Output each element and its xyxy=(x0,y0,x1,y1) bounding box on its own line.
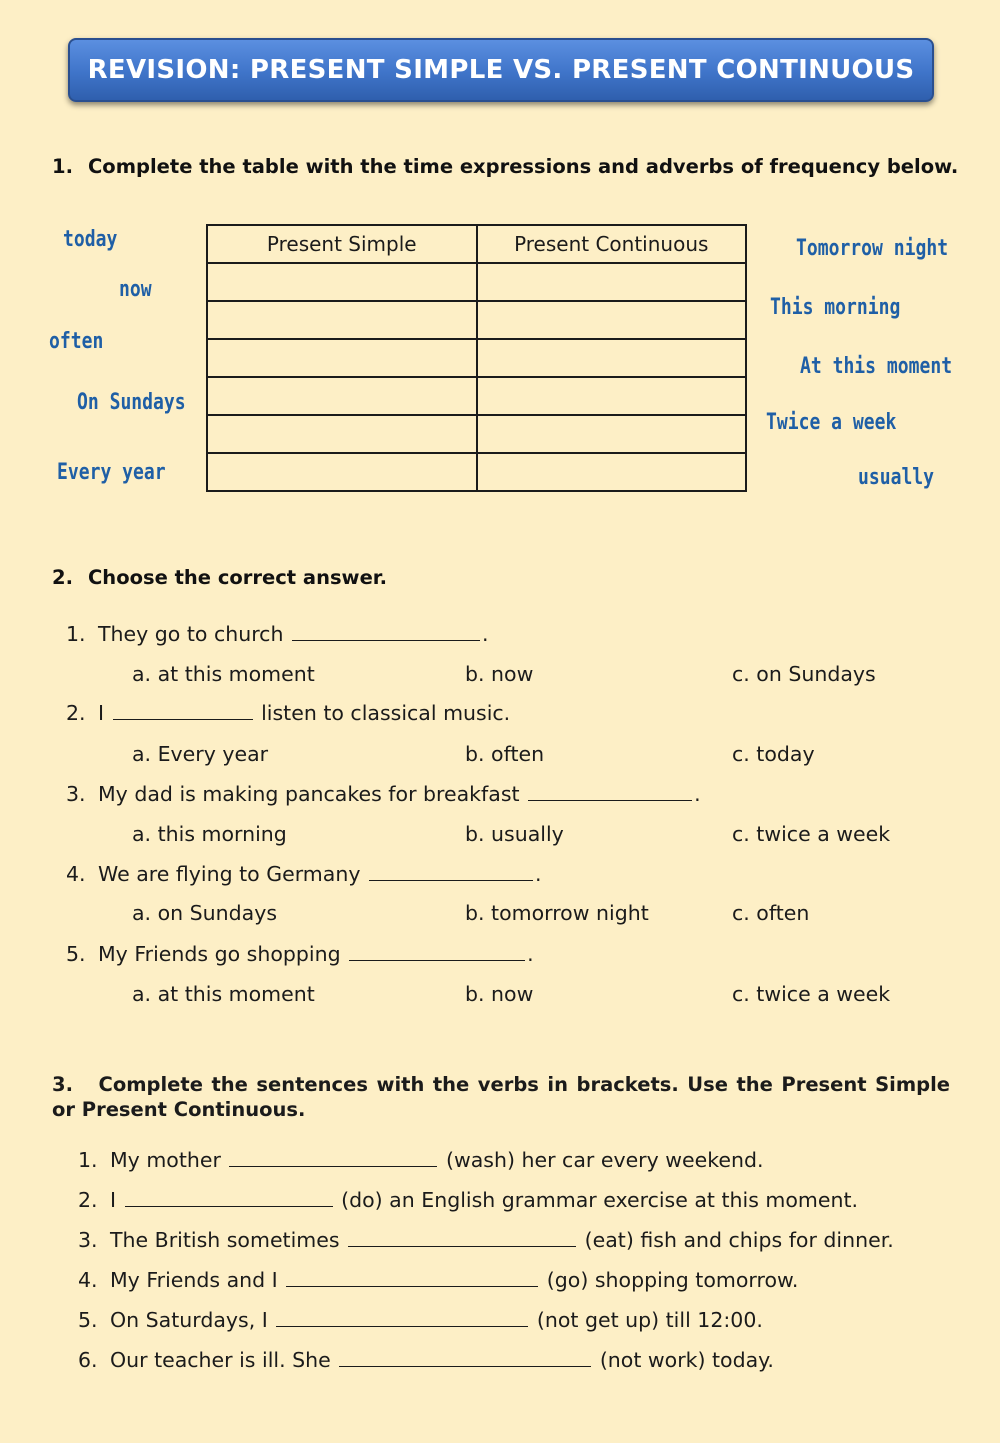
title-banner xyxy=(68,38,934,102)
option-c[interactable]: c. often xyxy=(732,901,810,925)
question-text: I xyxy=(98,701,105,725)
sentence-number: 6. xyxy=(78,1348,98,1372)
option-c[interactable]: c. on Sundays xyxy=(732,662,876,686)
option-b[interactable]: b. usually xyxy=(465,822,564,846)
question xyxy=(66,862,542,886)
answer-blank[interactable] xyxy=(286,1268,538,1287)
question xyxy=(66,942,534,966)
answer-cell[interactable] xyxy=(477,415,747,453)
sentence-text: My Friends and I xyxy=(110,1268,278,1292)
question xyxy=(66,622,489,646)
option-c[interactable]: c. today xyxy=(732,742,815,766)
sentence-text: On Saturdays, I xyxy=(110,1308,268,1332)
answer-blank[interactable] xyxy=(125,1188,333,1207)
sentence-text-end: (not get up) till 12:00. xyxy=(536,1308,763,1332)
classification-table xyxy=(206,224,747,492)
section2-heading xyxy=(52,566,387,589)
section3-heading-text: Complete the sentences with the verbs in brackets. Use the Present Simple or Present Continuous. xyxy=(52,1073,950,1121)
answer-cell[interactable] xyxy=(207,263,477,301)
answer-blank[interactable] xyxy=(339,1348,591,1367)
sentence-text: I xyxy=(110,1188,117,1212)
question-number: 2. xyxy=(66,701,86,725)
answer-cell[interactable] xyxy=(207,453,477,491)
sentence xyxy=(78,1348,774,1372)
answer-blank[interactable] xyxy=(292,622,480,641)
option-a[interactable]: a. this morning xyxy=(132,822,287,846)
sentence-text-end: (do) an English grammar exercise at this moment. xyxy=(341,1188,859,1212)
question-text-end: . xyxy=(694,782,701,806)
answer-blank[interactable] xyxy=(348,1228,576,1247)
sentence-number: 1. xyxy=(78,1148,98,1172)
word-bank-item: Tomorrow night xyxy=(796,236,949,261)
question-text: My dad is making pancakes for breakfast xyxy=(98,782,520,806)
word-bank-item: often xyxy=(49,329,104,354)
answer-blank[interactable] xyxy=(349,942,525,961)
sentence xyxy=(78,1308,763,1332)
option-a[interactable]: a. at this moment xyxy=(132,662,315,686)
table-header-present-simple: Present Simple xyxy=(207,225,477,263)
sentence xyxy=(78,1228,894,1252)
section3-number: 3. xyxy=(52,1073,73,1096)
answer-blank[interactable] xyxy=(229,1148,437,1167)
answer-cell[interactable] xyxy=(477,339,747,377)
question-number: 5. xyxy=(66,942,86,966)
answer-cell[interactable] xyxy=(207,377,477,415)
answer-blank[interactable] xyxy=(369,862,533,881)
sentence-text-end: (eat) fish and chips for dinner. xyxy=(584,1228,894,1252)
answer-blank[interactable] xyxy=(528,782,692,801)
sentence xyxy=(78,1188,858,1212)
question-number: 1. xyxy=(66,622,86,646)
word-bank-item: today xyxy=(63,227,118,252)
page-title: REVISION: PRESENT SIMPLE VS. PRESENT CONTINUOUS xyxy=(87,55,915,85)
answer-cell[interactable] xyxy=(477,377,747,415)
sentence-number: 2. xyxy=(78,1188,98,1212)
sentence-text-end: (not work) today. xyxy=(599,1348,774,1372)
section3-heading xyxy=(52,1072,950,1122)
option-b[interactable]: b. now xyxy=(465,982,534,1006)
section1-heading xyxy=(52,155,958,178)
section2-number: 2. xyxy=(52,566,73,589)
option-c[interactable]: c. twice a week xyxy=(732,982,891,1006)
section2-heading-text: Choose the correct answer. xyxy=(88,566,388,589)
word-bank-item: usually xyxy=(858,465,935,490)
word-bank-item: Every year xyxy=(57,460,166,485)
option-a[interactable]: a. on Sundays xyxy=(132,901,278,925)
sentence-number: 4. xyxy=(78,1268,98,1292)
section1-heading-text: Complete the table with the time expressions and adverbs of frequency below. xyxy=(88,155,959,178)
question-text: We are flying to Germany xyxy=(98,862,361,886)
question-text: They go to church xyxy=(98,622,284,646)
answer-blank[interactable] xyxy=(113,701,253,720)
question-text-end: . xyxy=(481,622,489,646)
sentence-text: The British sometimes xyxy=(110,1228,340,1252)
sentence-text-end: (go) shopping tomorrow. xyxy=(546,1268,799,1292)
word-bank-item: Twice a week xyxy=(766,410,897,435)
question-text: My Friends go shopping xyxy=(98,942,341,966)
option-c[interactable]: c. twice a week xyxy=(732,822,891,846)
answer-blank[interactable] xyxy=(276,1308,528,1327)
sentence-number: 3. xyxy=(78,1228,98,1252)
option-b[interactable]: b. now xyxy=(465,662,534,686)
question xyxy=(66,782,701,806)
sentence-number: 5. xyxy=(78,1308,98,1332)
answer-cell[interactable] xyxy=(477,263,747,301)
option-b[interactable]: b. often xyxy=(465,742,545,766)
word-bank-item: At this moment xyxy=(800,354,953,379)
word-bank-item: now xyxy=(119,277,152,302)
sentence-text-end: (wash) her car every weekend. xyxy=(445,1148,764,1172)
question-text-end: . xyxy=(527,942,534,966)
sentence xyxy=(78,1148,764,1172)
question-number: 3. xyxy=(66,782,86,806)
answer-cell[interactable] xyxy=(207,339,477,377)
answer-cell[interactable] xyxy=(477,453,747,491)
sentence-text: Our teacher is ill. She xyxy=(110,1348,331,1372)
sentence xyxy=(78,1268,798,1292)
answer-cell[interactable] xyxy=(207,415,477,453)
answer-cell[interactable] xyxy=(477,301,747,339)
option-b[interactable]: b. tomorrow night xyxy=(465,901,649,925)
question-text-end: listen to classical music. xyxy=(261,701,511,725)
option-a[interactable]: a. at this moment xyxy=(132,982,315,1006)
option-a[interactable]: a. Every year xyxy=(132,742,269,766)
word-bank-item: On Sundays xyxy=(77,390,186,415)
question-text-end: . xyxy=(534,862,542,886)
question xyxy=(66,701,510,725)
question-number: 4. xyxy=(66,862,86,886)
section1-number: 1. xyxy=(52,155,73,178)
table-header-present-continuous: Present Continuous xyxy=(477,225,747,263)
answer-cell[interactable] xyxy=(207,301,477,339)
sentence-text: My mother xyxy=(110,1148,221,1172)
word-bank-item: This morning xyxy=(770,295,901,320)
